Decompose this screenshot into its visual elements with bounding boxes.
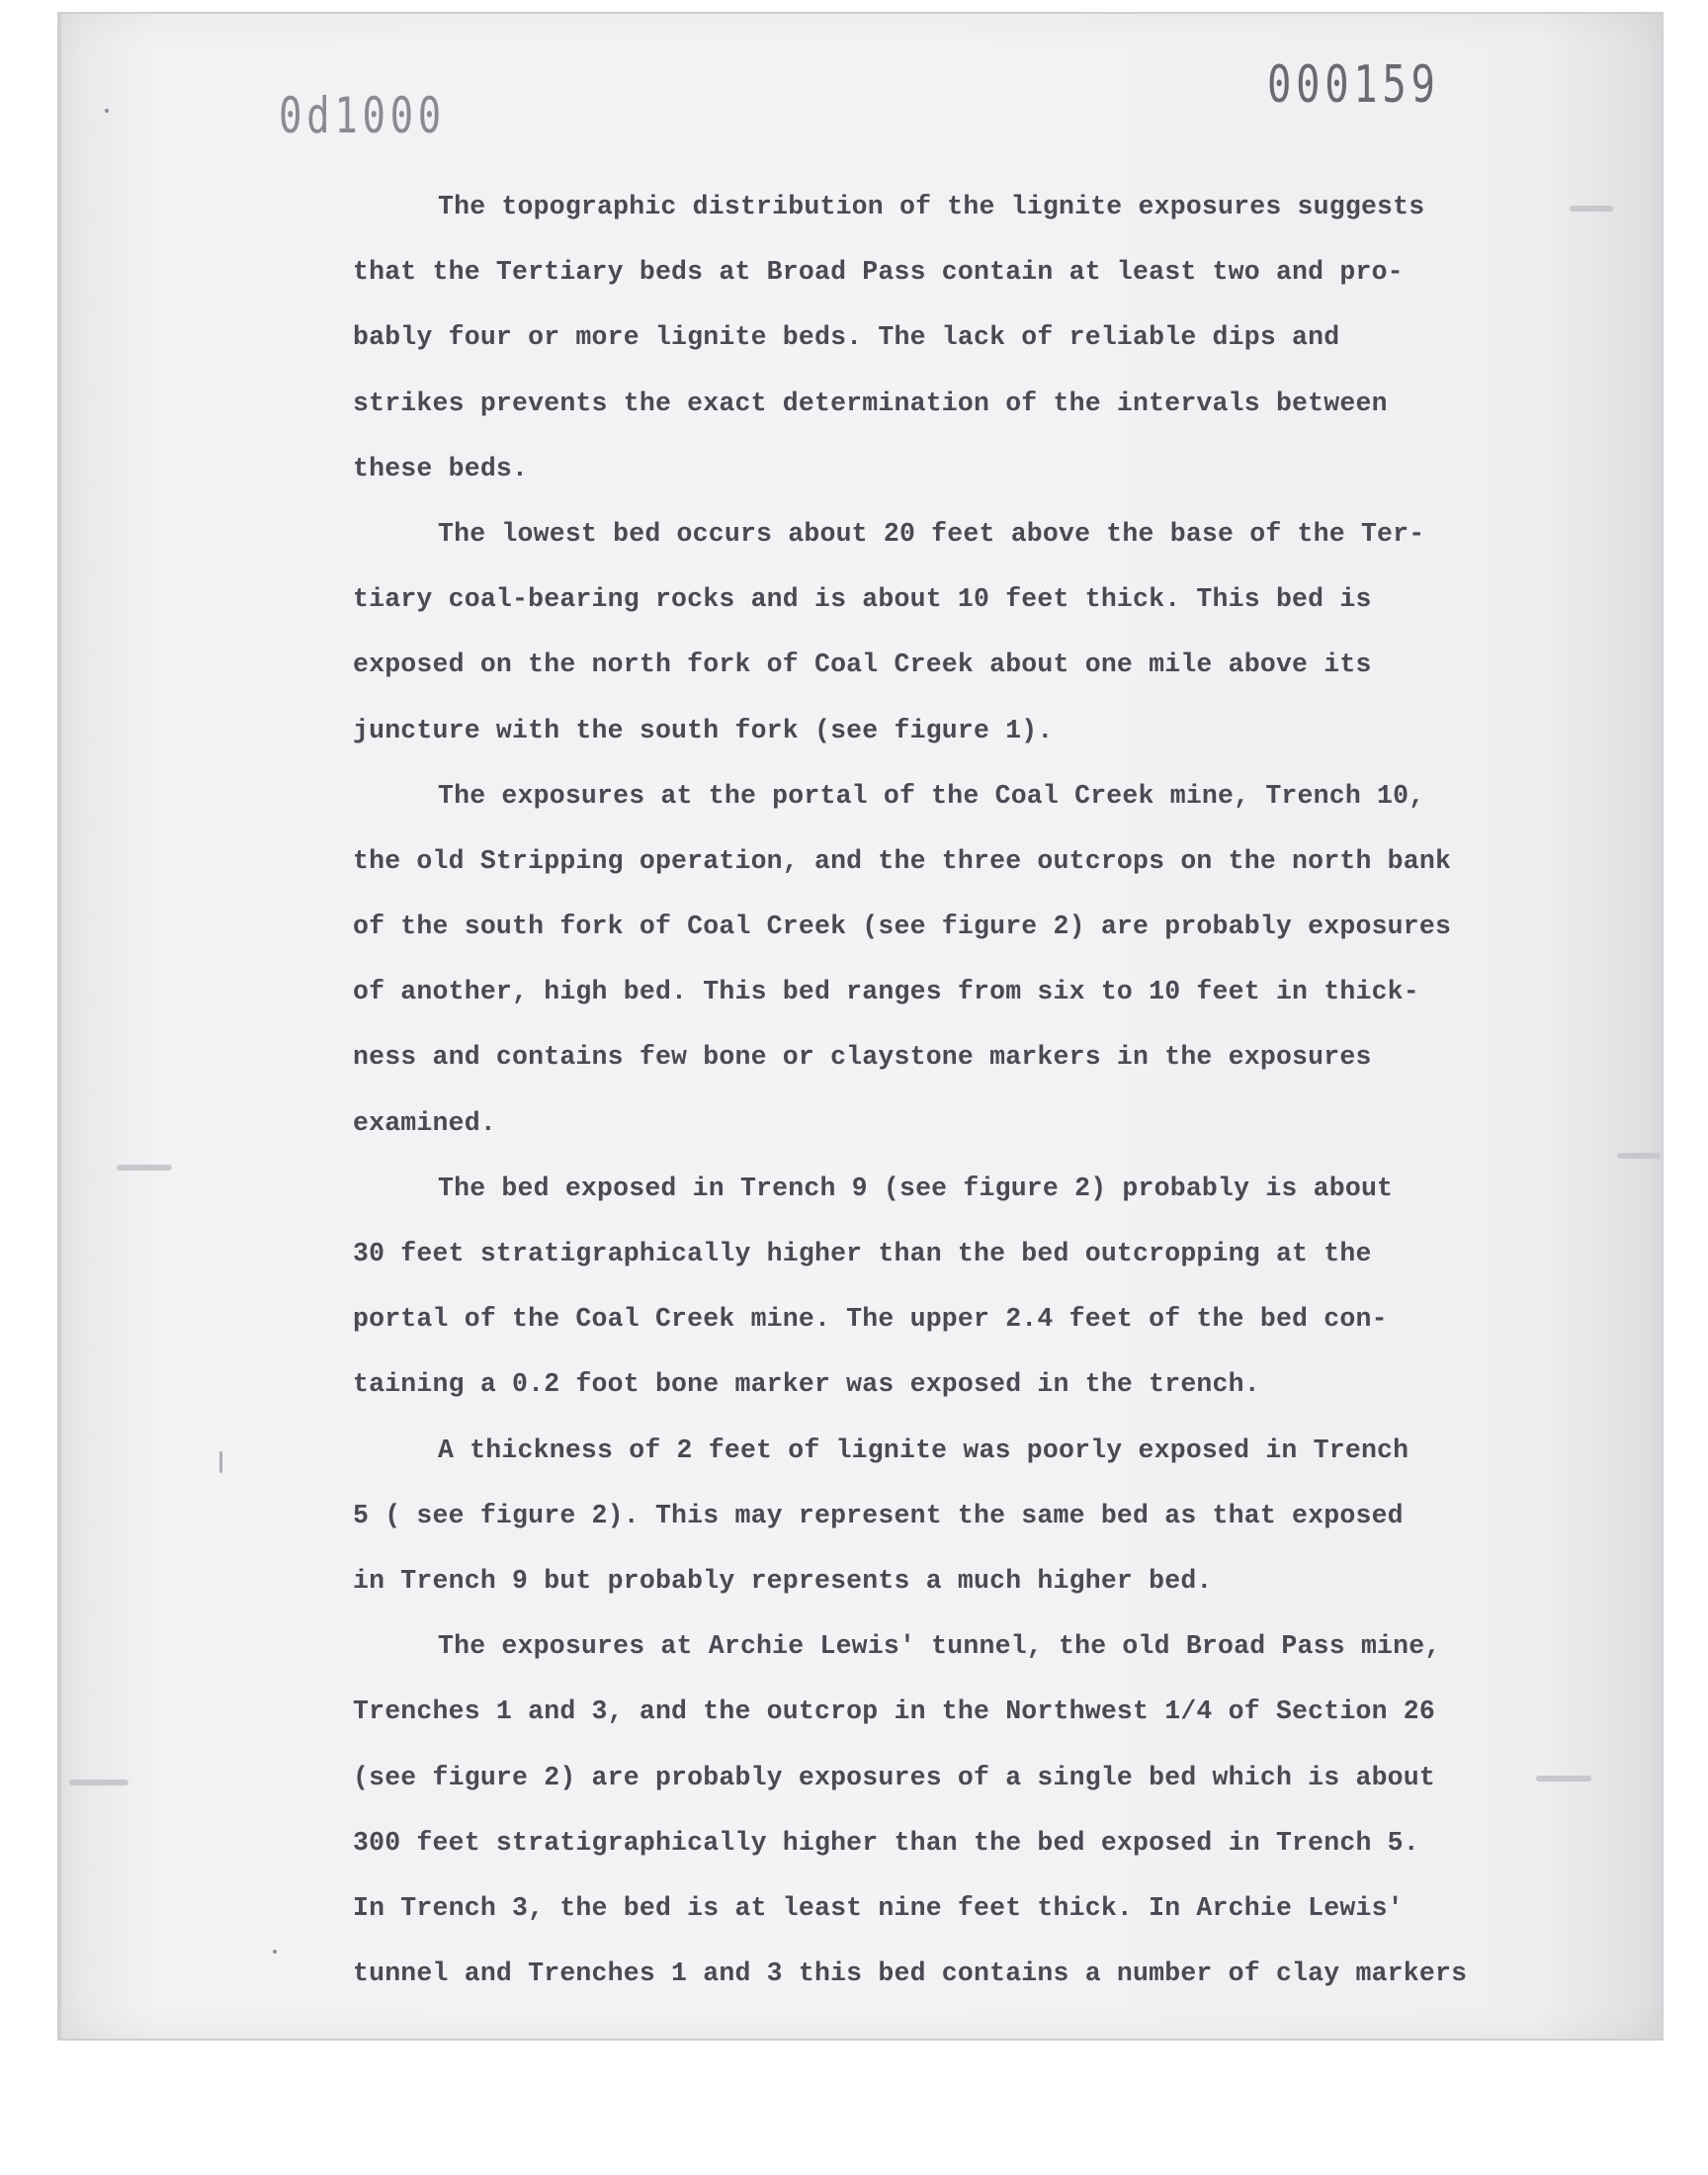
text-line: tiary coal-bearing rocks and is about 10 feet thick. This bed is xyxy=(353,584,1372,615)
document-number-stamp-right: 000159 xyxy=(1267,55,1440,115)
edge-mark-right-lower xyxy=(1536,1776,1591,1782)
text-line: The lowest bed occurs about 20 feet above the base of the Ter- xyxy=(438,518,1425,549)
text-line: The exposures at the portal of the Coal Creek mine, Trench 10, xyxy=(438,780,1425,811)
text-line: exposed on the north fork of Coal Creek about one mile above its xyxy=(353,650,1372,680)
text-line: Trenches 1 and 3, and the outcrop in the Northwest 1/4 of Section 26 xyxy=(353,1696,1435,1727)
text-line: The bed exposed in Trench 9 (see figure 2) probably is about xyxy=(438,1173,1394,1203)
text-line: 5 ( see figure 2). This may represent the same bed as that exposed xyxy=(353,1500,1404,1530)
edge-mark-left-lower xyxy=(69,1780,128,1785)
text-line: juncture with the south fork (see figure 1). xyxy=(353,715,1054,745)
text-line: A thickness of 2 feet of lignite was poorly exposed in Trench xyxy=(438,1435,1409,1465)
text-line: in Trench 9 but probably represents a much higher bed. xyxy=(353,1565,1213,1596)
scan-speck xyxy=(105,109,109,113)
text-line: these beds. xyxy=(353,453,529,483)
edge-mark-right-top xyxy=(1570,206,1613,212)
text-line: portal of the Coal Creek mine. The upper 2.4 feet of the bed con- xyxy=(353,1304,1388,1335)
text-line: The topographic distribution of the lignite exposures suggests xyxy=(438,192,1425,221)
text-line: examined. xyxy=(353,1107,496,1138)
text-line: strikes prevents the exact determination of the intervals between xyxy=(353,388,1388,418)
text-line: ness and contains few bone or claystone markers in the exposures xyxy=(353,1042,1372,1073)
text-line: 30 feet stratigraphically higher than the bed outcropping at the xyxy=(353,1239,1372,1268)
document-number-stamp-left: 0d1000 xyxy=(279,87,446,144)
text-line: (see figure 2) are probably exposures of a single bed which is about xyxy=(353,1762,1435,1792)
text-line: of the south fork of Coal Creek (see figure 2) are probably exposures xyxy=(353,912,1452,942)
text-line: that the Tertiary beds at Broad Pass contain at least two and pro- xyxy=(353,257,1404,288)
text-line: of another, high bed. This bed ranges from six to 10 feet in thick- xyxy=(353,977,1419,1007)
text-line: taining a 0.2 foot bone marker was exposed in the trench. xyxy=(353,1369,1260,1400)
edge-mark-right-upper xyxy=(1617,1153,1661,1159)
edge-mark-left-upper xyxy=(117,1165,172,1171)
text-line: The exposures at Archie Lewis' tunnel, the old Broad Pass mine, xyxy=(438,1631,1441,1662)
text-line: 300 feet stratigraphically higher than the bed exposed in Trench 5. xyxy=(353,1827,1419,1858)
document-body xyxy=(353,174,1519,2006)
text-line: tunnel and Trenches 1 and 3 this bed contains a number of clay markers xyxy=(353,1958,1468,1989)
text-line: the old Stripping operation, and the three outcrops on the north bank xyxy=(353,845,1452,876)
text-line: In Trench 3, the bed is at least nine feet thick. In Archie Lewis' xyxy=(353,1892,1404,1923)
scan-speck xyxy=(219,1451,222,1473)
text-line: bably four or more lignite beds. The lack of reliable dips and xyxy=(353,322,1340,353)
scan-speck xyxy=(273,1950,277,1954)
